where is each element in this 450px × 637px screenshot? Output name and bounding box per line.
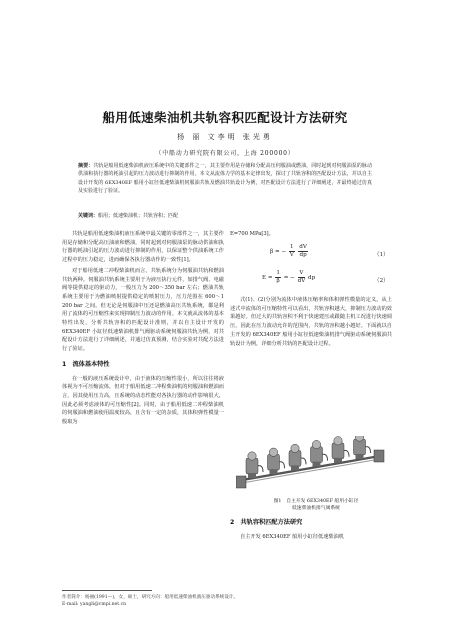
eq1-frac2-num: dV	[299, 244, 307, 250]
valve-unit	[332, 437, 349, 463]
eq2-lhs: E =	[262, 275, 273, 281]
eq2-frac2-den: dV	[297, 278, 306, 284]
valve-unit	[246, 452, 263, 478]
keywords-text: 船用；低速柴油机；共轨容积；匹配	[98, 213, 179, 219]
eq2-mid: = −	[283, 275, 295, 281]
valve-unit	[268, 448, 285, 474]
section-2	[230, 512, 392, 543]
valve-unit	[311, 440, 328, 466]
figure-1-caption	[246, 498, 386, 512]
intro-paragraph-1: 共轨是船用低速柴油机液压系统中最关键的零部件之一，其主要作用是存储和分配高压油液和燃油，同时起到对伺服油泵的脉动供油和执行器的耗油引起的压力波动进行抑制的作用，以保证整个供油系统工作过程中的压力稳定，进而确保各执行器动作的一致性[1]。	[62, 231, 224, 264]
eq1-frac2-den: dp	[299, 252, 307, 258]
equation-2	[262, 270, 424, 285]
section-2-paragraph: 自主开发 6EX340EF 船用小缸径低速柴油机	[240, 533, 344, 540]
equation-2-number: （2）	[374, 278, 389, 284]
figure-1-exhaust-valve-system	[236, 436, 386, 494]
abstract-text: 共轨是船用低速柴油机液压系统中的关键部件之一，其主要作用是存储和分配高压伺服油或燃油，同时起到对伺服油泵的脉动供油和执行器的耗油引起的压力波动进行抑制的作用。本文从流体力学的基本定律出发，探讨了共轨容积的匹配设计方法，并以自主设计开发的 6EX340EF 船用小缸径低速柴油机伺服油共轨及燃油共轨设计为例，对匹配设计方法进行了详细阐述，并最终通过仿真及实验进行了验证。	[78, 163, 372, 195]
figure-1-caption-line-2: 低速柴油机排气阀系统	[292, 506, 340, 511]
eq1-frac1-den: V	[289, 252, 294, 258]
paper-title: 船用低速柴油机共轨容积匹配设计方法研究	[102, 110, 348, 125]
eq1-lhs: β = −	[270, 249, 287, 255]
eq2-frac1-den: β	[276, 278, 280, 284]
valve-unit	[289, 444, 306, 470]
abstract-label: 摘要：	[78, 163, 94, 169]
left-column	[62, 230, 224, 429]
eq1-frac1-num: 1	[289, 244, 294, 250]
eq2-frac1-num: 1	[276, 270, 280, 276]
footnote	[62, 594, 392, 608]
author-email: E-mail: yangli@cmpi.net.cn	[62, 602, 127, 608]
keywords	[78, 212, 372, 220]
footnote-rule	[62, 590, 152, 591]
equation-1	[270, 244, 432, 259]
eq2-frac2-num: V	[299, 270, 304, 276]
intro-paragraph-2: 对于船用低速二冲程柴油机而言，共轨系统分为伺服油共轨和燃油共轨两种。伺服油共轨系统主要用于为液压执行元件，如排气阀、电磁阀等提供稳定的驱动力，一般压力为 200～350 bar 左右；燃油共轨系统主要用于为燃油喷射提供稳定的喷射压力，压力范围在 600～1 200 bar 之间。但无论是伺服油中压还是燃油高压共轨系统，都是利用了流体的可压缩性来实现抑制压力波动的作用。本文就从流体的基本特性出发，分析共轨容积的匹配设计准则，并以自主设计开发的 6EX340EF 小缸径低速柴油机排气阀驱动系统伺服油共轨为例，对共配设计方法进行了详细阐述，并通过仿真预测，结合实验对共配方法进行了验证。	[62, 267, 224, 353]
author-list: 杨 丽 文李明 张光勇	[177, 133, 273, 141]
section-2-heading: 2 共轨容积匹配方法研究	[230, 519, 303, 526]
keywords-label: 关键词：	[78, 213, 99, 219]
eq2-tail: dp	[308, 275, 316, 281]
affiliation: （中船动力研究院有限公司，上海 200000）	[155, 150, 295, 157]
abstract	[78, 162, 372, 196]
equation-discussion: 式(1)、(2)分别为流体中液体压缩率和体积弹性模量的定义。从上述式中流体的可压缩特性可以看出，共轨容积越大，抑制压力波动的效果越好。但过大的共轨容积不利于快速建压或跟随主机工况进行快速调压，因此在压力波动允许的范围内，共轨的容积越小越好。下面就以自主开发的 6EX340EF 船用小缸径低速柴油机排气阀驱动系统伺服油共轨设计为例，详细分析共轨的匹配设计过程。	[230, 297, 392, 347]
modulus-line: E=700 MPa[3]。	[230, 231, 274, 237]
section-1-paragraph: 在一般的液压系统设计中，由于液体的压缩性很小，所以往往将液体视为不可压缩流体，但对于船用低速二冲程柴油机的伺服油和燃油而言，因其使用压力高，且系统的动态性能对各执行器的动作影响很大，因此必须考虑液体的可压缩性[2]。同时，由于船用低速二冲程柴油机的伺服油和燃油使用温度较高，且含有一定的杂质，其体积弹性模量一般取为	[62, 375, 224, 426]
figure-1-caption-line-1: 图1 自主开发 6EX340EF 船用小缸径	[273, 499, 359, 504]
right-column-body	[230, 296, 392, 350]
section-1-heading: 1 流体基本特性	[62, 360, 110, 368]
valve-unit	[354, 436, 371, 459]
author-bio: 作者简介：杨丽(1991—)，女，硕士，研究方向：船用低速柴油机液压驱动系统设计。	[62, 595, 239, 600]
equation-1-number: （1）	[374, 252, 389, 258]
